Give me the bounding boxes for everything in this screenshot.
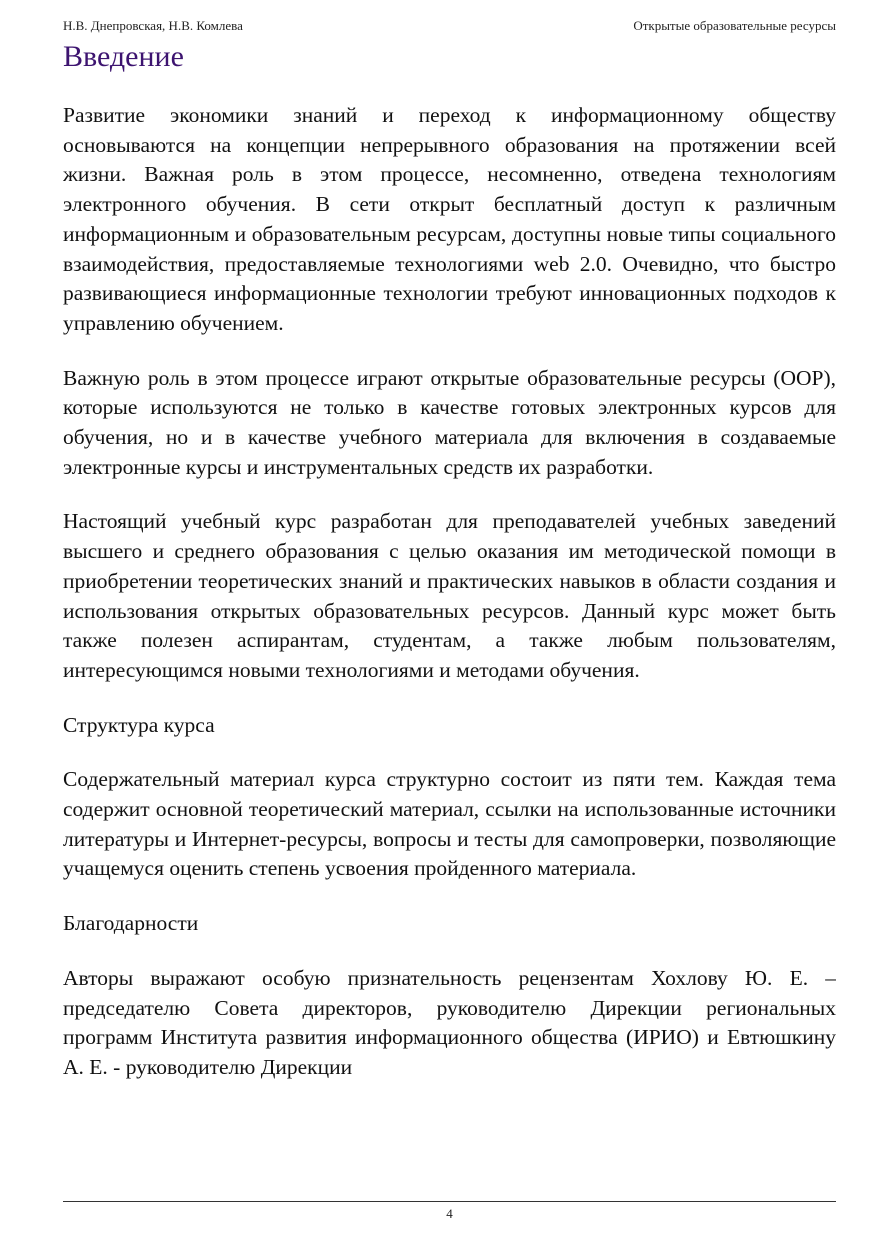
header-book-title: Открытые образовательные ресурсы [633, 18, 836, 33]
paragraph-structure: Содержательный материал курса структурно состоит из пяти тем. Каждая тема содержит основной теоретический материал, ссылки на использованные источники литературы и Интернет-ресурсы, вопросы и тесты для самопроверки, позволяющие учащемуся оценить степень усвоения пройденного материала. [63, 767, 836, 881]
page-number: 4 [446, 1206, 453, 1221]
footer-divider [63, 1201, 836, 1202]
structure-heading: Структура курса [63, 712, 215, 737]
document-page [63, 0, 836, 1241]
running-header [63, 17, 836, 35]
paragraph-intro: Развитие экономики знаний и переход к информационному обществу основываются на концепции непрерывного образования на протяжении всей жизни. Важная роль в этом процессе, несомненно, отведена технологиям электронного обучения. В сети открыт бесплатный доступ к различным информационным и образовательным ресурсам, доступны новые типы социального взаимодействия, предоставляемые технологиями web 2.0. Очевидно, что быстро развивающиеся информационные технологии требуют инновационных подходов к управлению обучением. [63, 103, 836, 335]
header-authors: Н.В. Днепровская, Н.В. Комлева [63, 18, 243, 33]
paragraph-audience: Настоящий учебный курс разработан для преподавателей учебных заведений высшего и среднего образования с целью оказания им методической помощи в приобретении теоретических знаний и практических навыков в области создания и использования открытых образовательных ресурсов. Данный курс может быть также полезен аспирантам, студентам, а также любым пользователям, интересующимся новыми технологиями и методами обучения. [63, 509, 836, 682]
acknowledgements-heading: Благодарности [63, 911, 199, 936]
chapter-title: Введение [63, 40, 184, 73]
body-text [63, 101, 836, 1199]
paragraph-acknowledgements: Авторы выражают особую признательность рецензентам Хохлову Ю. Е. – председателю Совета директоров, руководителю Дирекции региональных программ Института развития информационного общества (ИРИО) и Евтюшкину А. Е. - руководителю Дирекции [63, 965, 836, 1079]
paragraph-oer-role: Важную роль в этом процессе играют открытые образовательные ресурсы (ООР), которые используются не только в качестве готовых электронных курсов для обучения, но и в качестве учебного материала для включения в создаваемые электронные курсы и инструментальных средств их разработки. [63, 365, 836, 479]
